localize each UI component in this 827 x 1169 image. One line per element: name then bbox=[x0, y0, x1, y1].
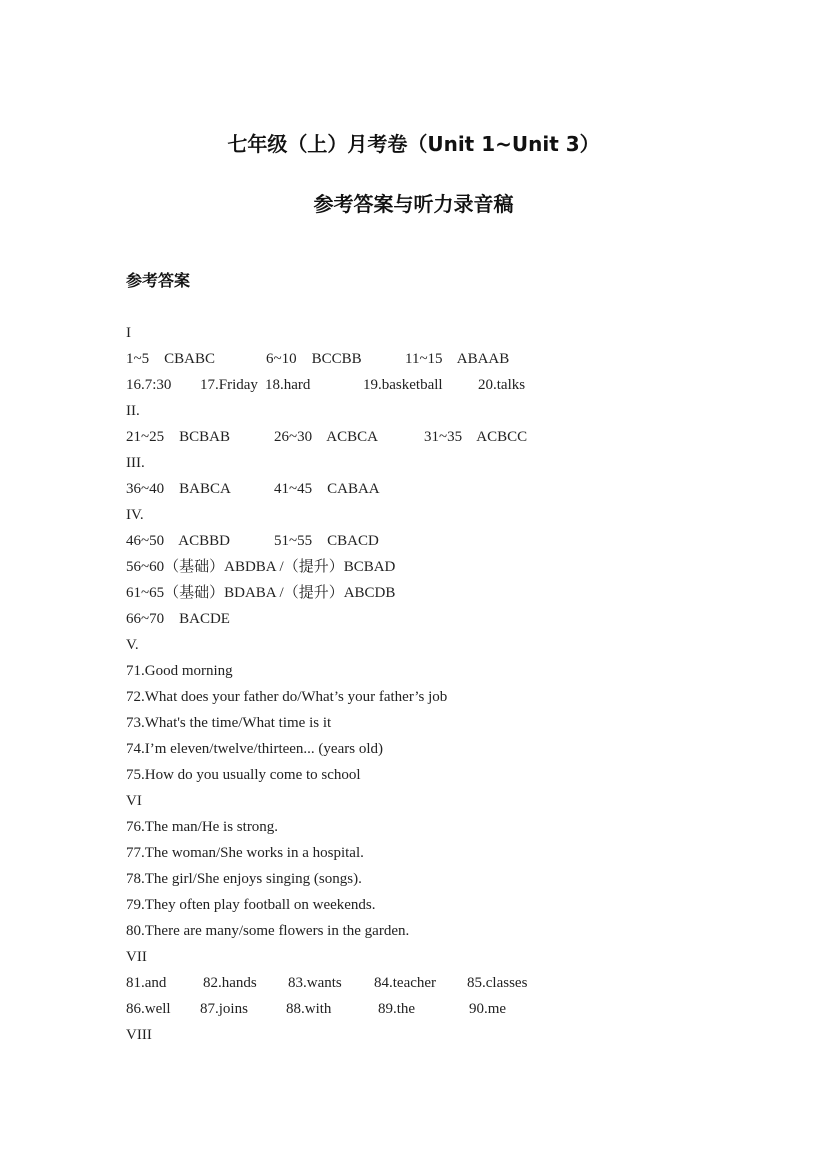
answer-text: 16.7:30 bbox=[126, 377, 172, 393]
answer-text: V. bbox=[126, 637, 139, 653]
section-vii-label bbox=[126, 944, 746, 970]
section-iii-label bbox=[126, 450, 746, 476]
answers-21-35 bbox=[126, 424, 746, 450]
page-title: 七年级（上）月考卷（Unit 1~Unit 3） bbox=[227, 132, 600, 156]
answer-text: 81.and bbox=[126, 975, 167, 991]
section-vi-label bbox=[126, 788, 746, 814]
answers-36-45 bbox=[126, 476, 746, 502]
answer-text: 66~70 BACDE bbox=[126, 611, 230, 627]
answer-80 bbox=[126, 918, 746, 944]
answer-text: 77.The woman/She works in a hospital. bbox=[126, 845, 364, 861]
answer-text: VIII bbox=[126, 1027, 152, 1043]
answer-text: 74.I’m eleven/twelve/thirteen... (years old) bbox=[126, 741, 383, 757]
answer-text: 79.They often play football on weekends. bbox=[126, 897, 376, 913]
answer-text: 88.with bbox=[286, 1001, 332, 1017]
answer-lines bbox=[126, 320, 746, 1048]
answer-text: IV. bbox=[126, 507, 144, 523]
answer-text: 73.What's the time/What time is it bbox=[126, 715, 332, 731]
answer-text: 1~5 CBABC bbox=[126, 351, 215, 367]
answers-46-55 bbox=[126, 528, 746, 554]
answers-1-15 bbox=[126, 346, 746, 372]
section-ii-label bbox=[126, 398, 746, 424]
answer-text: 76.The man/He is strong. bbox=[126, 819, 279, 835]
answer-text: 61~65（基础）BDABA /（提升）ABCDB bbox=[126, 585, 396, 601]
answer-text: 89.the bbox=[378, 1001, 416, 1017]
answer-text: 6~10 BCCBB bbox=[266, 351, 362, 367]
answer-text: 80.There are many/some flowers in the garden. bbox=[126, 923, 410, 939]
answer-76 bbox=[126, 814, 746, 840]
answer-text: 21~25 BCBAB bbox=[126, 429, 230, 445]
answer-text: 75.How do you usually come to school bbox=[126, 767, 361, 783]
section-i-label bbox=[126, 320, 746, 346]
section-viii-label bbox=[126, 1022, 746, 1048]
answer-text: 56~60（基础）ABDBA /（提升）BCBAD bbox=[126, 559, 396, 575]
answer-text: 84.teacher bbox=[374, 975, 437, 991]
answer-text: 36~40 BABCA bbox=[126, 481, 231, 497]
answer-text: 72.What does your father do/What’s your father’s job bbox=[126, 689, 448, 705]
answer-text: 83.wants bbox=[288, 975, 342, 991]
answer-text: 90.me bbox=[469, 1001, 507, 1017]
answers-61-65 bbox=[126, 580, 746, 606]
answer-text: VII bbox=[126, 949, 147, 965]
answers-16-20 bbox=[126, 372, 746, 398]
answers-heading: 参考答案 bbox=[126, 271, 191, 290]
answer-77 bbox=[126, 840, 746, 866]
answer-text: 51~55 CBACD bbox=[274, 533, 379, 549]
answer-71 bbox=[126, 658, 746, 684]
answer-text: 31~35 ACBCC bbox=[424, 429, 528, 445]
answer-text: 78.The girl/She enjoys singing (songs). bbox=[126, 871, 362, 887]
answers-56-60 bbox=[126, 554, 746, 580]
answer-text: 87.joins bbox=[200, 1001, 248, 1017]
answer-text: 71.Good morning bbox=[126, 663, 233, 679]
answer-text: I bbox=[126, 325, 131, 341]
answer-text: II. bbox=[126, 403, 140, 419]
answer-75 bbox=[126, 762, 746, 788]
answer-74 bbox=[126, 736, 746, 762]
answers-66-70 bbox=[126, 606, 746, 632]
answer-text: 86.well bbox=[126, 1001, 171, 1017]
answer-79 bbox=[126, 892, 746, 918]
answer-text: 85.classes bbox=[467, 975, 528, 991]
section-iv-label bbox=[126, 502, 746, 528]
answer-text: 18.hard bbox=[265, 377, 311, 393]
answer-text: III. bbox=[126, 455, 145, 471]
answer-78 bbox=[126, 866, 746, 892]
answer-text: 46~50 ACBBD bbox=[126, 533, 230, 549]
page-subtitle: 参考答案与听力录音稿 bbox=[313, 192, 514, 216]
answer-text: 41~45 CABAA bbox=[274, 481, 380, 497]
answer-72 bbox=[126, 684, 746, 710]
answer-text: 17.Friday bbox=[200, 377, 258, 393]
answer-text: 26~30 ACBCA bbox=[274, 429, 378, 445]
answer-73 bbox=[126, 710, 746, 736]
answers-86-90 bbox=[126, 996, 746, 1022]
answer-text: 19.basketball bbox=[363, 377, 443, 393]
answer-text: 82.hands bbox=[203, 975, 257, 991]
answer-text: 20.talks bbox=[478, 377, 526, 393]
answers-81-85 bbox=[126, 970, 746, 996]
section-v-label bbox=[126, 632, 746, 658]
answer-text: 11~15 ABAAB bbox=[405, 351, 510, 367]
answer-text: VI bbox=[126, 793, 142, 809]
